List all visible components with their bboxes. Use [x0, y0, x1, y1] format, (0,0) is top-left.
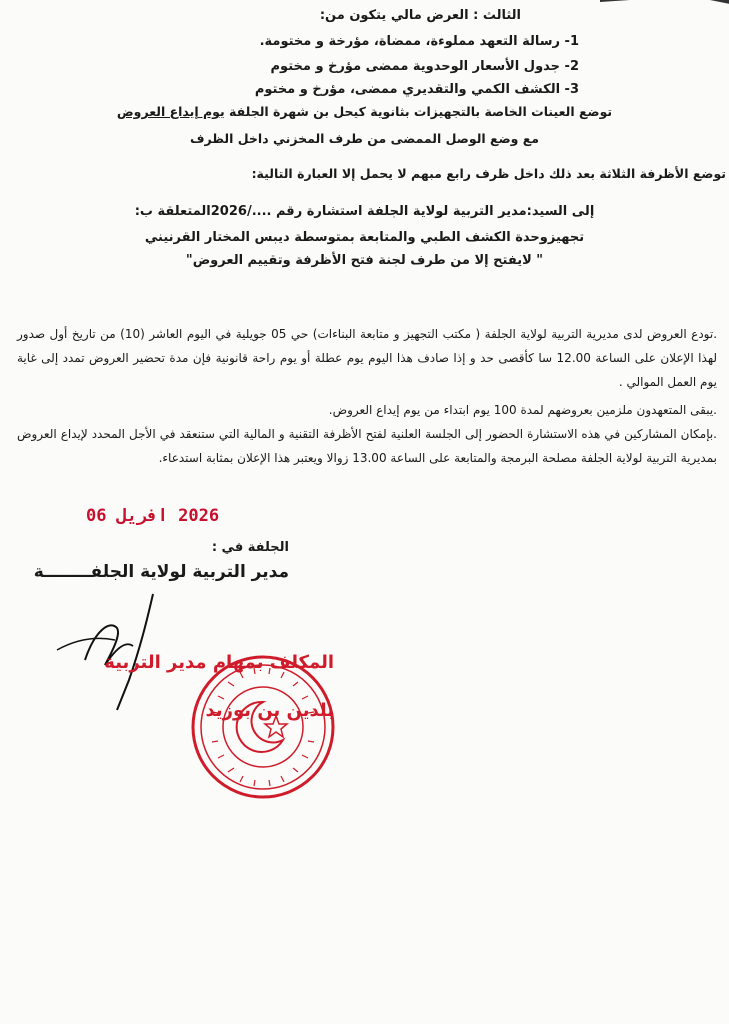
samples-heading	[0, 104, 729, 119]
stamp-title: المكلف بمهام مدير التربية	[104, 652, 334, 673]
samples-heading-text: توضع العينات الخاصة بالتجهيزات بثانوية كيحل بن شهرة الجلفة	[224, 104, 613, 119]
address-line-3: " لايفتح إلا من طرف لجنة فتح الأظرفة وتقييم العروض"	[185, 253, 544, 268]
signature-title: مدير التربية لولاية الجلفــــــــة	[33, 562, 289, 582]
envelope-instruction: توضع الأظرفة الثلاثة بعد ذلك داخل ظرف رابع مبهم لا يحمل إلا العبارة التالية:	[251, 166, 726, 181]
corner-mark	[600, 0, 729, 36]
list-item-1: 1- رسالة التعهد مملوءة، ممضاة، مؤرخة و مختومة.	[259, 34, 579, 49]
date-stamp: 2026 افريل 06	[86, 506, 220, 526]
address-line-1: إلى السيد:مدير التربية لولاية الجلفة استشارة رقم ..../2026المتعلقة ب:	[134, 204, 595, 219]
signature-place: الجلفة في :	[211, 540, 289, 555]
list-item-heading: الثالث : العرض مالي يتكون من:	[319, 8, 521, 23]
address-line-2: تجهيزوحدة الكشف الطبي والمتابعة بمتوسطة ديبس المختار القرنيني	[144, 230, 585, 245]
list-item-2: 2- جدول الأسعار الوحدوية ممضى مؤرخ و مختوم	[270, 59, 579, 74]
list-item-3: 3- الكشف الكمي والتقديري ممضى، مؤرخ و مختوم	[254, 82, 579, 97]
samples-heading-underlined: يوم إيداع العروض	[116, 104, 225, 119]
receipt-heading: مع وضع الوصل الممضى من طرف المخزني داخل الظرف	[189, 131, 540, 146]
deposit-paragraph: .تودع العروض لدى مديرية التربية لولاية الجلفة ( مكتب التجهيز و متابعة البناءات) حي 05 جويلية في اليوم العاشر (10) من تاريخ أول صدور لهذا الإعلان على الساعة 12.00 سا كأقصى حد و إذا صادف هذا اليوم يوم عطلة أو يوم راحة قانونية فإن مدة تحضير العروض تمدد إلى غاية يوم العمل الموالي .	[17, 327, 718, 389]
stamp-name: بلدين بن بوزيد	[205, 700, 334, 721]
official-seal	[188, 652, 338, 802]
validity-paragraph: .يبقى المتعهدون ملزمين بعروضهم لمدة 100 يوم ابتداء من يوم إيداع العروض.	[328, 403, 717, 417]
opening-session-paragraph: .بإمكان المشاركين في هذه الاستشارة الحضور إلى الجلسة العلنية لفتح الأظرفة التقنية و المالية التي ستنعقد في الأجل المحدد لإيداع العروض بمديرية التربية لولاية الجلفة مصلحة البرمجة والمتابعة على الساعة 13.00 زوالا ويعتبر هذا الإعلان بمثابة استدعاء.	[17, 427, 717, 465]
